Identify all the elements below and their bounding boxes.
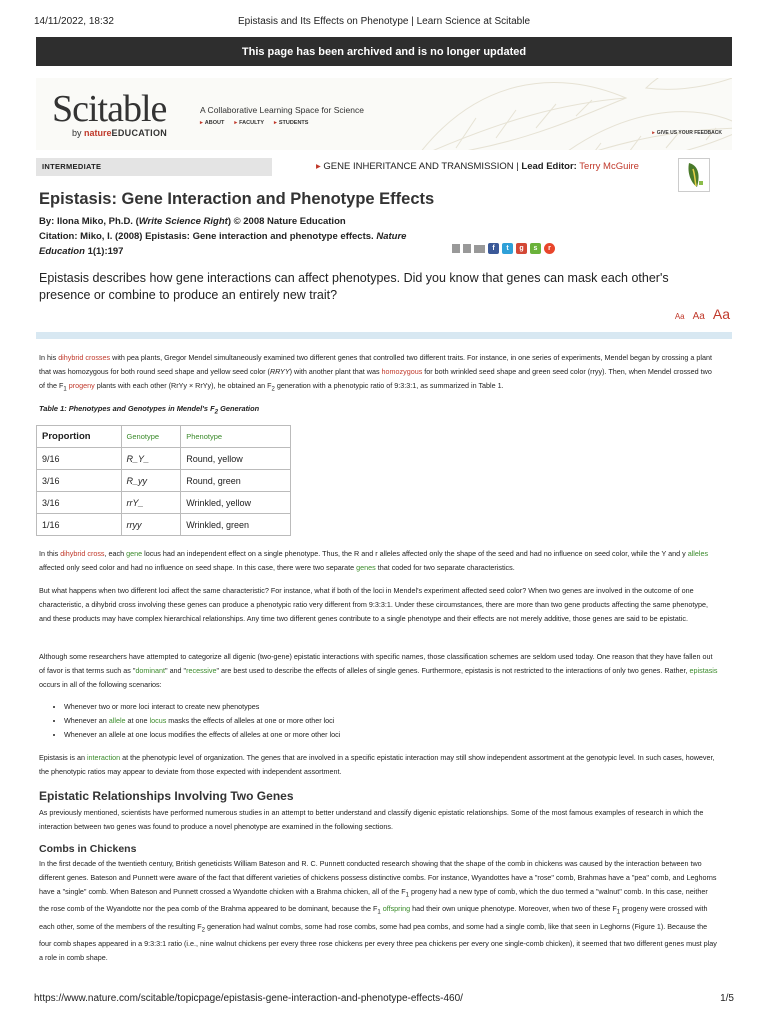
text: " and " — [165, 666, 187, 675]
link-allele[interactable]: allele — [108, 716, 126, 725]
breadcrumb-topic[interactable]: GENE INHERITANCE AND TRANSMISSION — [323, 161, 514, 172]
text: with pea plants, Gregor Mendel simultaneously examined two different genes that controlled two different traits. For instance, in one series of experiments, Mendel began by crossing a plant that was homozygous for both round seed shape and yellow seed color ( — [39, 353, 712, 376]
citation — [39, 229, 439, 259]
nav-about-label: ABOUT — [204, 120, 225, 126]
genotype-text: RRYY — [269, 367, 290, 376]
link-interaction[interactable]: interaction — [86, 753, 121, 762]
logo-subtitle — [72, 128, 167, 138]
twitter-icon[interactable]: t — [502, 243, 513, 254]
list-item — [64, 714, 340, 728]
nav-faculty[interactable] — [234, 120, 264, 126]
paragraph-combs — [39, 857, 719, 965]
breadcrumb — [316, 161, 639, 172]
text: that coded for two separate characteristics. — [375, 563, 515, 572]
author-suffix: ) © 2008 Nature Education — [227, 216, 346, 227]
link-dihybrid-cross[interactable]: dihybrid cross — [60, 549, 105, 558]
print-header — [34, 16, 734, 30]
link-gene[interactable]: gene — [126, 549, 143, 558]
plant-icon — [679, 159, 709, 191]
arrow-right-icon: ▸ — [200, 120, 203, 126]
text: had their own unique phenotype. Moreover, when two of these F — [410, 904, 617, 914]
leaf-decoration-icon — [396, 78, 732, 150]
table-cell: R_Y_ — [121, 448, 181, 470]
feedback-link[interactable] — [652, 130, 722, 136]
table-caption — [39, 404, 259, 415]
text: Whenever two or more loci interact to create new phenotypes — [64, 702, 260, 711]
author-line — [39, 214, 439, 229]
table-cell: Wrinkled, yellow — [181, 492, 291, 514]
text: , each — [104, 549, 127, 558]
top-nav — [200, 120, 308, 126]
subscript: 1 — [377, 909, 381, 916]
citation-journal: Nature Education — [39, 231, 407, 257]
table-cell: Wrinkled, green — [181, 514, 291, 536]
text: occurs in all of the following scenarios: — [39, 680, 162, 689]
paragraph-dihybrid — [39, 547, 719, 575]
bookmark-icon[interactable] — [452, 244, 460, 253]
facebook-icon[interactable]: f — [488, 243, 499, 254]
logo-education: EDUCATION — [111, 128, 168, 138]
author-prefix: By: Ilona Miko, Ph.D. ( — [39, 216, 139, 227]
table-cell: 9/16 — [37, 448, 122, 470]
subscript: 1 — [63, 386, 67, 393]
subscript: 2 — [201, 927, 205, 934]
paragraph-categorize — [39, 650, 719, 692]
editor-thumbnail[interactable] — [678, 158, 710, 192]
table-cell: Round, yellow — [181, 448, 291, 470]
link-recessive[interactable]: recessive — [186, 666, 217, 675]
table-cell: 3/16 — [37, 470, 122, 492]
link-alleles[interactable]: alleles — [687, 549, 709, 558]
table-cell: 1/16 — [37, 514, 122, 536]
text: masks the effects of alleles at one or more other loci — [166, 716, 335, 725]
arrow-right-icon: ▸ — [316, 161, 321, 172]
table-row — [37, 448, 291, 470]
print-date: 14/11/2022, 18:32 — [34, 16, 114, 27]
table-cell: rryy — [121, 514, 181, 536]
link-homozygous[interactable]: homozygous — [381, 367, 423, 376]
table-cell: rrY_ — [121, 492, 181, 514]
text: " are best used to describe the effects of alleles of single genes. Furthermore, epistasis is not restricted to the interactions of only two genes. Rather, — [216, 666, 690, 675]
table-cell: R_yy — [121, 470, 181, 492]
font-size-controls — [675, 306, 730, 322]
byline — [39, 214, 439, 259]
page-number: 1/5 — [720, 993, 734, 1004]
text: locus had an independent effect on a single phenotype. Thus, the R and r alleles affected only the shape of the seed and had no influence on seed color, while the Y and y — [142, 549, 688, 558]
table-header-row — [37, 426, 291, 448]
text: In his — [39, 353, 59, 362]
text: progeny were crossed with each other, some of the members of the resulting F — [39, 904, 708, 931]
text: plants with each other (RrYy × RrYy), he obtained an F — [94, 381, 272, 390]
subsection-heading: Combs in Chickens — [39, 843, 137, 855]
table-row — [37, 470, 291, 492]
font-size-medium-button[interactable]: Aa — [692, 311, 705, 322]
page-url: https://www.nature.com/scitable/topicpage/epistasis-gene-interaction-and-phenotype-effects-460/ — [34, 993, 463, 1004]
nav-about[interactable] — [200, 120, 224, 126]
caption-text: Generation — [218, 404, 260, 413]
level-bar — [36, 158, 732, 176]
link-dominant[interactable]: dominant — [135, 666, 166, 675]
link-dihybrid-crosses[interactable]: dihybrid crosses — [58, 353, 111, 362]
text: progeny had a new type of comb, which the duo termed a "walnut" comb. In this case, neither the rose comb of the Wyandotte nor the pea comb of the Brahma appeared to be dominant, because the F — [39, 887, 708, 914]
paragraph-mendel — [39, 351, 719, 396]
email-icon[interactable] — [474, 245, 485, 253]
print-icon[interactable] — [463, 244, 471, 253]
nav-faculty-label: FACULTY — [239, 120, 265, 126]
text: Epistasis is an — [39, 753, 87, 762]
lead-editor-label: Lead Editor: — [521, 161, 577, 172]
text: In this — [39, 549, 61, 558]
text: at the phenotypic level of organization. The genes that are involved in a specific epistatic interaction may still show independent assortment at the genotypic level. In such cases, however, the phenotypic ratios may appear to deviate from those expected with independent assortment. — [39, 753, 715, 776]
stumbleupon-icon[interactable]: s — [530, 243, 541, 254]
logo-by: by — [72, 128, 82, 138]
reddit-icon[interactable]: r — [544, 243, 555, 254]
nav-students[interactable] — [274, 120, 308, 126]
tagline: A Collaborative Learning Space for Science — [200, 105, 364, 115]
table-cell: 3/16 — [37, 492, 122, 514]
section-divider — [36, 332, 732, 339]
link-progeny[interactable]: progeny — [68, 381, 95, 390]
text: In the first decade of the twentieth century, British geneticists William Bateson and R. C. Punnett conducted research showing that the shape of the comb in chickens was caused by the interaction between two different genes. Bateson and Punnett were aware of the fact that different varieties of chickens possess distinctive combs. For instance, Wyandottes have a "rose" comb, Brahmas have a "pea" comb, and Leghorns have a "single" comb. When Bateson and Punnett crossed a Wyandotte chicken with a Brahma chicken, all of the F — [39, 859, 717, 896]
share-toolbar — [452, 243, 555, 254]
subscript: 2 — [271, 386, 275, 393]
text: Whenever an allele at one locus modifies the effects of alleles at one or more other loci — [64, 730, 341, 739]
table-row — [37, 514, 291, 536]
column-header: Proportion — [37, 426, 122, 448]
archive-notice: This page has been archived and is no longer updated — [36, 37, 732, 66]
section-heading: Epistatic Relationships Involving Two Genes — [39, 789, 294, 803]
caption-text: Table 1: Phenotypes and Genotypes in Mendel's F — [39, 404, 215, 413]
subscript: 2 — [214, 408, 219, 416]
text: ) with another plant that was — [289, 367, 382, 376]
paragraph-loci: But what happens when two different loci affect the same characteristic? For instance, what if both of the loci in Mendel's experiment affected seed color? When two genes are involved in the outcome of one characteristic, a dihybrid cross involving these genes can produce a phenotypic ratio very different from 9:3:3:1. Under these circumstances, there are more than two gene products affecting the same phenotype, and these products may have complex hierarchical relationships. Any time two different genes contribute to a single phenotype and their effects are not merely additive, those genes are said to be epistatic. — [39, 586, 708, 623]
feedback-label: GIVE US YOUR FEEDBACK — [656, 130, 722, 136]
citation-volume: 1(1):197 — [87, 246, 124, 257]
column-header: Genotype — [121, 426, 181, 448]
scitable-logo[interactable]: Scitable — [52, 88, 167, 130]
print-page-title: Epistasis and Its Effects on Phenotype | Learn Science at Scitable — [237, 16, 531, 27]
citation-text: Citation: Miko, I. (2008) Epistasis: Gene interaction and phenotype effects. — [39, 231, 374, 242]
level-badge: INTERMEDIATE — [36, 158, 272, 176]
lead-editor-name[interactable]: Terry McGuire — [579, 161, 639, 172]
masthead — [36, 78, 732, 150]
link-epistasis[interactable]: epistasis — [689, 666, 718, 675]
print-footer — [34, 993, 734, 1004]
subscript: 1 — [405, 892, 409, 899]
text: for both wrinkled seed shape and green seed color (rryy). Then, when Mendel crossed two of the F — [39, 367, 712, 390]
subscript: 1 — [616, 909, 621, 916]
text: affected only seed color and had no influence on seed shape. In this case, there were two separate — [39, 563, 357, 572]
text: at one — [125, 716, 150, 725]
table-cell: Round, green — [181, 470, 291, 492]
link-genes[interactable]: genes — [356, 563, 376, 572]
font-size-large-button[interactable]: Aa — [712, 306, 730, 322]
arrow-right-icon: ▸ — [652, 130, 655, 136]
arrow-right-icon: ▸ — [274, 120, 277, 126]
font-size-small-button[interactable]: Aa — [674, 312, 685, 321]
article-title: Epistasis: Gene Interaction and Phenotype Effects — [39, 190, 435, 208]
nav-students-label: STUDENTS — [278, 120, 309, 126]
text: generation had walnut combs, some had rose combs, some had pea combs, and some had a single comb, like that seen in Leghorns (Figure 1). Because the four comb shapes appeared in a 9:3:3:1 ratio (i.e., nine walnut chickens per every three rose chickens per every three pea chickens per every one single-comb chicken), it seemed that two different genes must play a role in comb shape. — [39, 921, 717, 963]
scenario-list — [52, 700, 340, 742]
column-header: Phenotype — [181, 426, 291, 448]
text: Whenever an — [64, 716, 109, 725]
paragraph-interaction — [39, 751, 719, 779]
breadcrumb-separator: | — [516, 161, 519, 172]
link-offspring[interactable]: offspring — [382, 904, 411, 914]
table-row — [37, 492, 291, 514]
google-plus-icon[interactable]: g — [516, 243, 527, 254]
text: generation with a phenotypic ratio of 9:3:3:1, as summarized in Table 1. — [274, 381, 504, 390]
link-locus[interactable]: locus — [149, 716, 167, 725]
logo-nature: nature — [84, 128, 112, 138]
author-org: Write Science Right — [138, 216, 228, 227]
phenotype-table — [36, 425, 291, 536]
list-item — [64, 700, 340, 714]
list-item — [64, 728, 340, 742]
text: Although some researchers have attempted to categorize all digenic (two-gene) epistatic interactions with specific names, those classification schemes are seldom used today. One reason that they have fallen out of favor is that terms such as " — [39, 652, 713, 675]
article-abstract: Epistasis describes how gene interactions can affect phenotypes. Did you know that genes can mask each other's presence or combine to produce an entirely new trait? — [39, 271, 669, 302]
paragraph-digenic: As previously mentioned, scientists have performed numerous studies in an attempt to better understand and classify digenic epistatic relationships. Some of the most famous examples of research in which the interaction between two genes was found to produce a novel phenotype are examined in the following sections. — [39, 808, 704, 831]
arrow-right-icon: ▸ — [234, 120, 238, 126]
